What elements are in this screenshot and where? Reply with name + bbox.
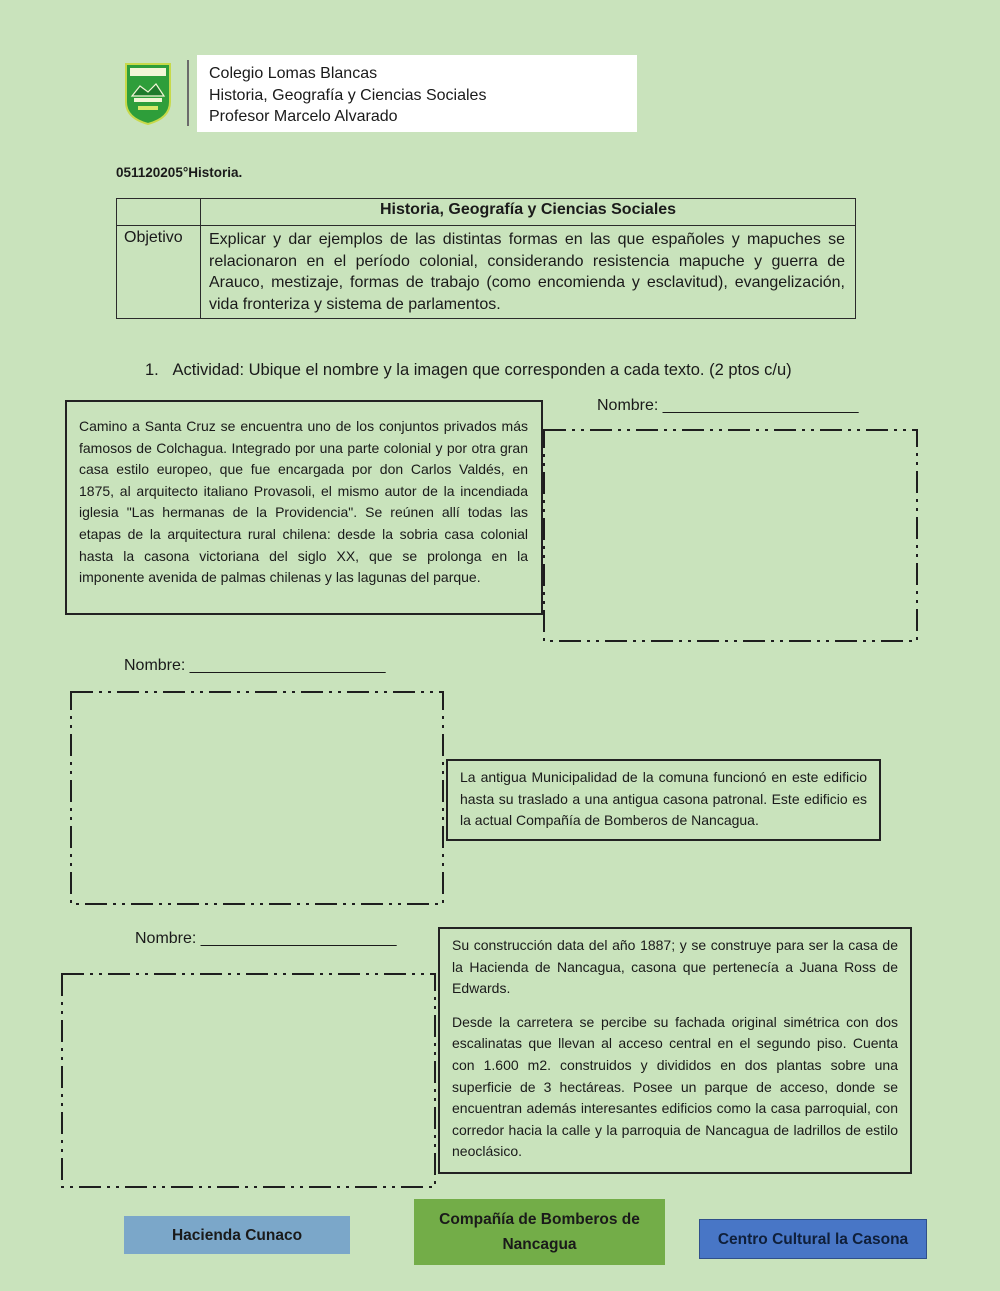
text-1: Camino a Santa Cruz se encuentra uno de los conjuntos privados más famosos de Colchagua. Integrado por una parte colonial y por otra gran casa estilo europeo, que fue encargada por don Carlos Valdés, en 1875, al arquitecto italiano Provasoli, el mismo autor de la incendiada iglesia "Las hermanas de la Providencia". Se reúnen allí todas las etapas de la arquitectura rural chilena: desde la sobria casa colonial hasta la casona victoriana del siglo XX, que se prolonga en la imponente avenida de palmas chilenas y las lagunas del parque. xyxy=(79,418,528,586)
text-box-3 xyxy=(438,927,912,1174)
table-heading: Historia, Geografía y Ciencias Sociales xyxy=(201,199,856,226)
image-drop-zone-1[interactable] xyxy=(543,428,919,644)
table-empty-cell xyxy=(117,199,201,226)
name-blank-1[interactable]: Nombre: ______________________ xyxy=(597,397,859,414)
document-code: 051120205°Historia. xyxy=(116,165,243,180)
objective-table xyxy=(116,198,856,319)
answer-chip-centro-cultural[interactable]: Centro Cultural la Casona xyxy=(699,1219,927,1259)
teacher-name: Profesor Marcelo Alvarado xyxy=(209,108,398,125)
answer-chip-hacienda-cunaco[interactable]: Hacienda Cunaco xyxy=(124,1216,350,1254)
name-blank-3[interactable]: Nombre: ______________________ xyxy=(135,930,397,947)
school-name: Colegio Lomas Blancas xyxy=(209,65,378,82)
objective-label: Objetivo xyxy=(117,226,201,319)
answer-chip-bomberos[interactable]: Compañía de Bomberos de Nancagua xyxy=(414,1199,665,1265)
text-3b: Desde la carretera se percibe su fachada original simétrica con dos escalinatas que llevan al acceso central en el segundo piso. Cuenta con 1.600 m2. construidos y divididos en dos plantas sobre una superficie de 3 hectáreas. Posee un parque de acceso, donde se encuentran además interesantes edificios como la casa parroquial, con corredor hacia la calle y la parroquia de Nancagua de ladrillos de estilo neoclásico. xyxy=(452,1013,898,1160)
school-crest-icon xyxy=(122,58,174,126)
text-box-1 xyxy=(65,400,543,615)
image-drop-zone-2[interactable] xyxy=(70,690,446,907)
activity-instruction: 1. Actividad: Ubique el nombre y la imagen que corresponden a cada texto. (2 ptos c/u) xyxy=(145,361,792,379)
header-box xyxy=(197,55,637,132)
objective-text: Explicar y dar ejemplos de las distintas formas en las que españoles y mapuches se relacionaron en el período colonial, considerando resistencia mapuche y guerra de Arauco, mestizaje, formas de trabajo (como encomienda y esclavitud), evangelización, vida fronteriza y sistema de parlamentos. xyxy=(201,226,856,319)
name-blank-2[interactable]: Nombre: ______________________ xyxy=(124,657,386,674)
text-3a: Su construcción data del año 1887; y se construye para ser la casa de la Hacienda de Nancagua, casona que pertenecía a Juana Ross de Edwards. xyxy=(452,937,898,997)
text-box-2 xyxy=(446,759,881,841)
image-drop-zone-3[interactable] xyxy=(61,972,438,1190)
subject-name: Historia, Geografía y Ciencias Sociales xyxy=(209,86,487,104)
text-2: La antigua Municipalidad de la comuna funcionó en este edificio hasta su traslado a una antigua casona patronal. Este edificio es la actual Compañía de Bomberos de Nancagua. xyxy=(460,769,867,829)
header-divider xyxy=(187,60,189,126)
